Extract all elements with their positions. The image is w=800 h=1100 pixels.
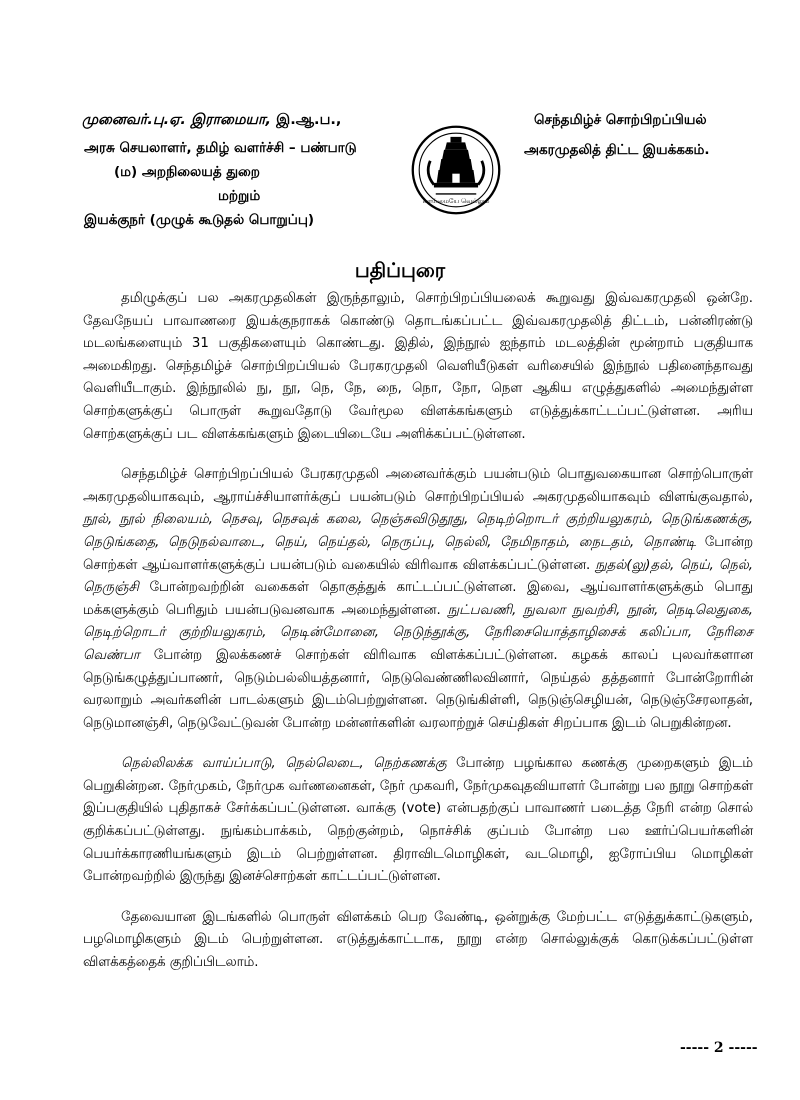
letterhead <box>0 104 800 264</box>
tamil-nadu-government-emblem-icon <box>410 124 502 216</box>
author-name-line <box>82 112 412 130</box>
author-designation: அரசு செயலாளர், தமிழ் வளர்ச்சி – பண்பாடு <box>84 140 357 156</box>
paragraph-2-text-a: செந்தமிழ்ச் சொற்பிறப்பியல் பேரகரமுதலி அனைவர்க்கும் பயன்படும் பொதுவகையான சொற்பொருள் அகரமுதலியாகவும், ஆராய்ச்சியாளர்க்குப் பயன்படும் சொற்பிறப்பியல் அகரமுதலியாகவும் விளங்குவதால், <box>83 467 753 505</box>
author-department: (ம) அறநிலையத் துறை <box>114 164 260 180</box>
paragraph-2-text-c: போன்ற சொற்கள் ஆய்வாளர்களுக்குப் பயன்படும் வகையில் விரிவாக விளக்கப்பட்டுள்ளன. <box>83 534 753 573</box>
paragraph-4: தேவையான இடங்களில் பொருள் விளக்கம் பெற வேண்டி, ஒன்றுக்கு மேற்பட்ட எடுத்துக்காட்டுகளும், பழமொழிகளும் இடம் பெற்றுள்ளன. எடுத்துக்காட்டாக, நூறு என்ற சொல்லுக்குக் கொடுக்கப்பட்டுள்ள விளக்கத்தைக் குறிப்பிடலாம். <box>83 909 753 971</box>
page-title: பதிப்புரை <box>354 258 446 282</box>
directorate-line-2: அகரமுதலித் திட்ட இயக்ககம். <box>524 142 710 158</box>
author-title: இ.ஆ.ப., <box>271 112 342 128</box>
directorate-line-1: செந்தமிழ்ச் சொற்பிறப்பியல் <box>534 112 707 128</box>
paragraph-2 <box>83 464 753 735</box>
svg-text:வாய்மையே வெல்லும்: வாய்மையே வெல்லும் <box>422 197 490 206</box>
author-conjunction: மற்றும் <box>218 188 261 204</box>
document-body <box>83 288 753 993</box>
directorate-block <box>524 112 764 172</box>
author-block <box>62 112 412 230</box>
paragraph-2-text-g: போன்ற இலக்கணச் சொற்கள் விரிவாக விளக்கப்பட்டுள்ளன. கழகக் காலப் புலவர்களான நெடுங்கழுத்துப்பாணர், நெடும்பல்லியத்தனார், நெடுவெண்ணிலவினார், நெய்தல் தத்தனார் போன்றோரின் வரலாறும் அவர்களின் பாடல்களும் இடம்பெற்றுள்ளன. நெடுங்கிள்ளி, நெடுஞ்செழியன், நெடுஞ்சேரலாதன், நெடுமானஞ்சி, நெடுவேட்டுவன் போன்ற மன்னர்களின் வரலாற்றுச் செய்திகள் சிறப்பாக இடம் பெறுகின்றன. <box>83 647 753 731</box>
page-number: ----- 2 ----- <box>680 1040 758 1056</box>
paragraph-2-italic-terms-3: நுட்பவணி, நுவலா நுவற்சி, நூன், நெடிலெதுகை, நெடிற்றொடர் குற்றியலுகரம், நெடின்மோனை, நெடுந்தூக்கு, நேரிசையொத்தாழிசைக் கலிப்பா, நேரிசை வெண்பா <box>83 602 753 663</box>
author-name: முனைவர்.பு.ஏ. இராமையா, <box>82 112 272 128</box>
paragraph-2-italic-terms-1: நூல், நூல் நிலையம், நெசவு, நெசவுக் கலை, நெஞ்சுவிடுதூது, நெடிற்றொடர் குற்றியலுகரம், நெடுங்கணக்கு, நெடுங்கதை, நெடுநல்வாடை, நெய், நெய்தல், நெருப்பு, நெல்லி, நேமிநாதம், நைடதம், நொண்டி <box>83 512 753 550</box>
paragraph-1: தமிழுக்குப் பல அகரமுதலிகள் இருந்தாலும், சொற்பிறப்பியலைக் கூறுவது இவ்வகரமுதலி ஒன்றே. தேவநேயப் பாவாணரை இயக்குநராகக் கொண்டு தொடங்கப்பட்ட இவ்வகரமுதலித் திட்டம், பன்னிரண்டு மடலங்களையும் 31 பகுதிகளையும் கொண்டது. இதில், இந்நூல் ஐந்தாம் மடலத்தின் மூன்றாம் பகுதியாக அமைகிறது. செந்தமிழ்ச் சொற்பிறப்பியல் பேரகரமுதலி வெளியீடுகள் வரிசையில் இந்நூல் பதினைந்தாவது வெளியீடாகும். இந்நூலில் நு, நூ, நெ, நே, நை, நொ, நோ, நௌ ஆகிய எழுத்துகளில் அமைந்துள்ள சொற்களுக்குப் பொருள் கூறுவதோடு வேர்மூல விளக்கங்களும் எடுத்துக்காட்டப்பட்டுள்ளன. அரிய சொற்களுக்குப் பட விளக்கங்களும் இடையிடையே அளிக்கப்பட்டுள்ளன. <box>83 291 753 442</box>
paragraph-3-text: போன்ற பழங்கால கணக்கு முறைகளும் இடம் பெறுகின்றன. நேர்முகம், நேர்முக வர்ணனைகள், நேர் முகவரி, நேர்முகவுதவியாளர் போன்று பல நூறு சொற்கள் இப்பகுதியில் புதிதாகச் சேர்க்கப்பட்டுள்ளன. வாக்கு (vote) என்பதற்குப் பாவாணர் படைத்த நேரி என்ற சொல் குறிக்கப்பட்டுள்ளது. நுங்கம்பாக்கம், நெற்குன்றம், நொச்சிக் குப்பம் போன்ற பல ஊர்ப்பெயர்களின் பெயர்க்காரணியங்களும் இடம் பெற்றுள்ளன. திராவிடமொழிகள், வடமொழி, ஐரோப்பிய மொழிகள் போன்றவற்றில் இருந்து இனச்சொற்கள் காட்டப்பட்டுள்ளன. <box>83 756 753 885</box>
paragraph-3-italic-terms: நெல்லிலக்க வாய்ப்பாடு, நெல்லெடை, நெற்கணக்கு <box>121 756 447 772</box>
paragraph-2-text-e: போன்றவற்றின் வகைகள் தொகுத்துக் காட்டப்பட்டுள்ளன. இவை, ஆய்வாளர்களுக்கும் பொது மக்களுக்கும் பெரிதும் பயன்படுவனவாக அமைந்துள்ளன. <box>83 580 753 618</box>
paragraph-2-italic-terms-2: நுதல்(லு)தல், நெய், நெல், நெருஞ்சி <box>83 557 754 596</box>
paragraph-3 <box>83 753 753 889</box>
author-director-role: இயக்குநர் (முழுக் கூடுதல் பொறுப்பு) <box>84 212 315 228</box>
